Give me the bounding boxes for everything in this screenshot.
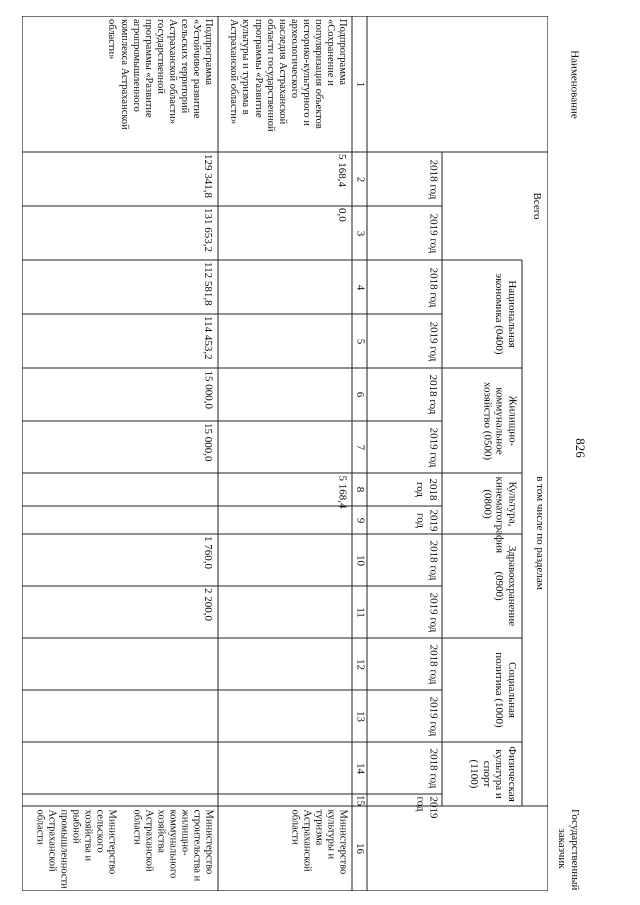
- year-label: 2019 год: [427, 213, 439, 253]
- table-cell-value: 5 168,4: [336, 154, 348, 187]
- header-section: Культура, кинематография (0800): [480, 476, 518, 553]
- table-cell-value: 112 581,8: [202, 262, 214, 306]
- page-number: 826: [572, 438, 588, 458]
- header-total: Всего: [531, 192, 543, 220]
- table-cell-value: 0,0: [336, 208, 348, 222]
- table-cell-value: 129 341,8: [202, 154, 214, 198]
- table-cell-value: 1 760,0: [202, 536, 214, 569]
- header-section: Физическая культура и спорт (1100): [468, 746, 518, 802]
- column-number: 13: [354, 710, 366, 722]
- table-cell-value: 15 000,0: [202, 370, 214, 409]
- year-label: 2018 год: [427, 748, 439, 788]
- year-label: 2018 год: [427, 374, 439, 415]
- column-number: 2: [354, 176, 366, 182]
- year-label: 2018 год: [427, 159, 439, 199]
- row-customer: Министерство культуры и туризма Астраханской области: [288, 809, 348, 874]
- header-customer: Государственный заказчик: [555, 809, 581, 891]
- year-label: 2018 год: [414, 478, 439, 501]
- header-name: Наименование: [568, 49, 581, 119]
- column-number: 11: [354, 606, 366, 618]
- year-label: 2019 год: [427, 592, 439, 632]
- year-label: 2019 год: [427, 321, 439, 361]
- year-label: 2018 год: [427, 540, 439, 580]
- table-cell-value: 5 168,4: [336, 475, 348, 508]
- year-label: 2019 год: [427, 696, 439, 736]
- table-cell-value: 2 200,0: [202, 588, 214, 621]
- column-number: 5: [354, 338, 366, 344]
- year-label: 2018 год: [427, 644, 439, 684]
- row-name: Подпрограмма «Сохранение и популяризация объектов историко-культурного и археологического наследия Астраханской области государственной программы «Развитие культуры и туризма в Астраханской области»: [228, 19, 348, 132]
- row-name: Подпрограмма «Устойчивое развитие сельских территорий Астраханской области» государственной программы «Развитие агропромышленного комплекса Астраханской области»: [106, 19, 214, 130]
- column-number: 6: [354, 391, 366, 398]
- column-number: 12: [354, 658, 366, 670]
- column-number: 10: [354, 554, 366, 566]
- header-section: Здравоохранение (0900): [493, 545, 518, 627]
- header-including-sections: в том числе по разделам: [534, 476, 546, 590]
- column-number: 15: [354, 794, 366, 806]
- table-cell-value: 15 000,0: [202, 423, 214, 462]
- year-label: 2019 год: [427, 427, 439, 467]
- header-section: Жилищно- коммунальное хозяйство (0500): [480, 381, 518, 460]
- row-customer: Министерство строительства и жилищно- коммунального хозяйства Астраханской области Министерство сельского хозяйства и рыбной промышленности Астраханской области: [34, 809, 214, 889]
- column-number: 8: [354, 486, 366, 493]
- column-number: 3: [354, 230, 366, 236]
- column-number: 14: [354, 762, 366, 774]
- header-section: Социальная политика (1000): [493, 652, 518, 728]
- column-number: 16: [354, 843, 366, 854]
- column-number: 7: [354, 444, 366, 450]
- column-number: 1: [354, 81, 366, 87]
- column-number: 4: [354, 284, 366, 290]
- year-label: 2018 год: [427, 267, 439, 307]
- year-label: 2019 год: [414, 796, 439, 818]
- table-cell-value: 131 653,2: [202, 208, 214, 252]
- year-label: 2019 год: [414, 509, 439, 531]
- header-section: Национальная экономика (0400): [493, 273, 518, 355]
- table-cell-value: 114 453,2: [202, 316, 214, 360]
- column-number: 9: [354, 517, 366, 523]
